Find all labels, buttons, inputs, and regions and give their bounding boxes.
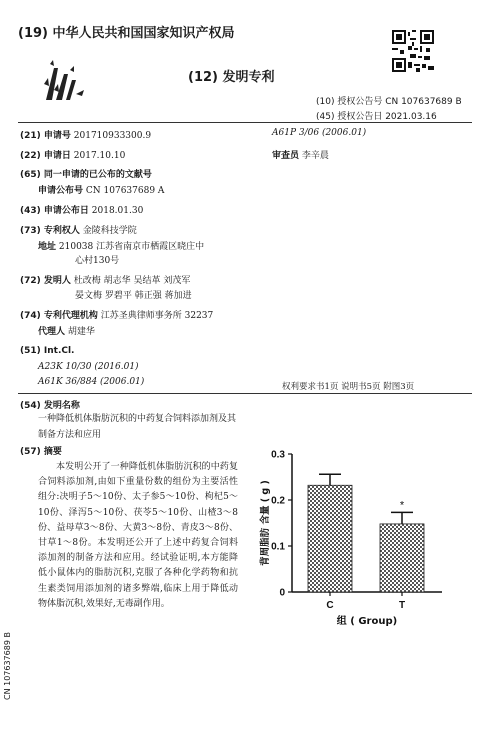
prior-doc-label: (65) 同一申请的已公布的文献号 [20, 170, 152, 180]
body-divider [18, 393, 472, 394]
y-tick-label: 0.3 [271, 449, 285, 461]
agent-label: 代理人 [38, 327, 66, 337]
page-counts: 权利要求书1页 说明书5页 附图3页 [282, 382, 415, 392]
abstract-text: 本发明公开了一种降低机体脂肪沉积的中药复合饲料添加剂,由如下重量份数的组份为主要活性组分:决明子5～10份、太子参5～10份、枸杞5～10份、泽泻5～10份、茯苓5～10份、山楂3～8份、益母草3～8份、大黄3～8份、青皮3～8份、甘草1～8份。本发明还公开了上述中药复合饲料添加剂的制备方法和应用。经试验证明,本方能降低小鼠体内的脂肪沉积,克服了各种化学药物和抗生素类饲用添加剂的诸多弊端,临床上用于降低动物体脂沉积,效果好,无毒副作用。 [38, 462, 238, 609]
intcl-2: A61K 36/884 (2006.01) [38, 377, 145, 387]
examiner: 李辛晨 [301, 151, 329, 161]
address-line-1: 210038 江苏省南京市栖霞区晓庄中 [58, 242, 205, 252]
y-tick-label: 0.2 [271, 495, 285, 507]
side-publication-number: CN 107637689 B [3, 632, 12, 700]
header-divider [18, 122, 472, 123]
y-tick-label: 0 [279, 587, 285, 599]
prior-no: CN 107637689 A [85, 186, 165, 196]
grant-pub-no: (10) 授权公告号 CN 107637689 B [316, 97, 462, 107]
bar-C [308, 485, 352, 592]
prior-no-label: 申请公布号 [38, 186, 84, 196]
ipc-classification: A61P 3/06 (2006.01) [272, 128, 367, 138]
grant-pub-date: (45) 授权公告日 2021.03.16 [316, 112, 437, 122]
invention-title: 一种降低机体脂肪沉积的中药复合饲料添加剂及其制备方法和应用 [38, 414, 237, 440]
inventor-label: (72) 发明人 [20, 276, 71, 286]
abstract-label: (57) 摘要 [20, 447, 62, 457]
patent-office-logo-icon [40, 60, 88, 108]
owner-label: (73) 专利权人 [20, 226, 80, 236]
pub-date-label: (43) 申请公布日 [20, 206, 89, 216]
y-tick-label: 0.1 [271, 541, 285, 553]
app-no-label: (21) 申请号 [20, 131, 71, 141]
x-tick-label: T [398, 600, 406, 611]
office-name: (19) 中华人民共和国国家知识产权局 [18, 26, 235, 41]
qr-code-icon [392, 30, 434, 72]
owner: 金陵科技学院 [82, 226, 137, 236]
address-line-2: 心村130号 [75, 256, 120, 266]
agent: 胡建华 [67, 327, 95, 337]
pub-date-value: 2018.01.30 [91, 206, 144, 216]
intcl-label: (51) Int.Cl. [20, 346, 75, 356]
title-label: (54) 发明名称 [20, 401, 80, 411]
y-axis-label: 背周脂肪 含量 ( g ) [260, 480, 271, 566]
x-tick-label: C [326, 600, 334, 611]
examiner-label: 审查员 [272, 151, 300, 161]
address-label: 地址 [38, 242, 57, 252]
agency: 江苏圣典律师事务所 32237 [100, 311, 214, 321]
app-no: 201710933300.9 [73, 131, 152, 141]
intcl-1: A23K 10/30 (2016.01) [38, 362, 139, 372]
agency-label: (74) 专利代理机构 [20, 311, 98, 321]
inventors-line-1: 杜改梅 胡志华 吴结革 刘茂军 [73, 276, 191, 286]
fat-content-bar-chart [250, 440, 480, 630]
app-date-label: (22) 申请日 [20, 151, 71, 161]
bar-T [380, 524, 424, 592]
inventors-line-2: 晏文梅 罗碧平 韩正强 蒋加进 [75, 291, 192, 301]
doc-type: (12) 发明专利 [188, 70, 275, 85]
significance-marker: * [399, 499, 405, 512]
x-axis-label: 组 ( Group) [336, 616, 398, 627]
app-date: 2017.10.10 [73, 151, 126, 161]
